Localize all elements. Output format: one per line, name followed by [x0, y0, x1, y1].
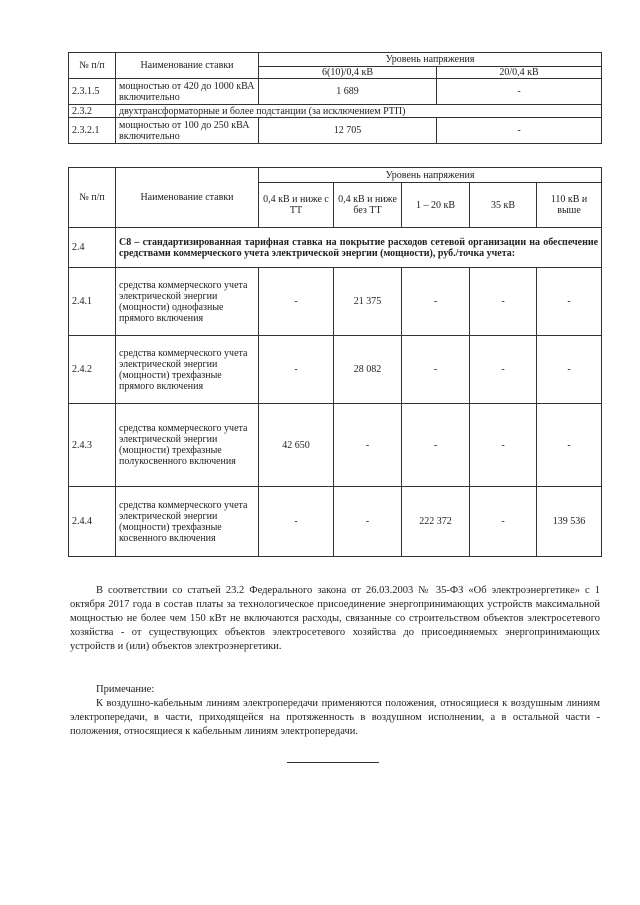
header-voltage-level: Уровень напряжения: [259, 168, 602, 183]
row-value: -: [470, 336, 537, 404]
row-value: -: [402, 404, 470, 487]
header-voltage-level: Уровень напряжения: [259, 53, 602, 67]
section-row: [69, 228, 602, 268]
table-row: [69, 118, 602, 144]
row-value: 139 536: [537, 487, 602, 557]
row-value: -: [334, 404, 402, 487]
row-value: 222 372: [402, 487, 470, 557]
tariff-table-metering: [68, 167, 602, 557]
row-value: 42 650: [259, 404, 334, 487]
row-num: 2.3.1.5: [69, 79, 116, 105]
row-value: -: [470, 268, 537, 336]
row-name: средства коммерческого учета электрической энергии (мощности) трехфазные полукосвенного включения: [116, 404, 259, 487]
row-value: -: [470, 487, 537, 557]
row-value: -: [437, 118, 602, 144]
row-name: средства коммерческого учета электрической энергии (мощности) трехфазные прямого включения: [116, 336, 259, 404]
row-num: 2.4: [69, 228, 116, 268]
header-col-0-4kv-no-tt: 0,4 кВ и ниже без ТТ: [334, 183, 402, 228]
row-value: -: [402, 268, 470, 336]
row-value: -: [537, 404, 602, 487]
header-col-110kv: 110 кВ и выше: [537, 183, 602, 228]
row-value: 21 375: [334, 268, 402, 336]
row-value: -: [537, 268, 602, 336]
row-num: 2.4.2: [69, 336, 116, 404]
signature-line: [287, 762, 379, 763]
row-value: -: [334, 487, 402, 557]
note-title: Примечание:: [96, 684, 155, 695]
header-num: № п/п: [69, 168, 116, 228]
header-voltage-20kv: 20/0,4 кВ: [437, 67, 602, 79]
table-row: [69, 404, 602, 487]
row-value: -: [259, 268, 334, 336]
table-row: [69, 105, 602, 118]
header-voltage-6-10kv: 6(10)/0,4 кВ: [259, 67, 437, 79]
row-value: -: [470, 404, 537, 487]
row-value: 12 705: [259, 118, 437, 144]
row-name: мощностью от 100 до 250 кВА включительно: [116, 118, 259, 144]
row-num: 2.4.3: [69, 404, 116, 487]
row-name: средства коммерческого учета электрической энергии (мощности) трехфазные косвенного включения: [116, 487, 259, 557]
row-num: 2.4.4: [69, 487, 116, 557]
legal-paragraph: В соответствии со статьей 23.2 Федерального закона от 26.03.2003 № 35-ФЗ «Об электроэнергетике» с 1 октября 2017 года в состав платы за технологическое присоединение энергопринимающих устройств максимальной мощностью не более чем 150 кВт не включаются расходы, связанные со строительством объектов электросетевого хозяйства - от существующих объектов электросетевого хозяйства до присоединяемых энергопринимающих устройств и (или) объектов электроэнергетики.: [70, 585, 600, 652]
table-row: [69, 487, 602, 557]
note-text: К воздушно-кабельным линиям электропередачи применяются положения, относящиеся к воздушным линиям электропередачи, в части, приходящейся на протяженность в воздушном исполнении, а в остальной части - положения, относящиеся к кабельным линиям электропередачи.: [70, 698, 600, 737]
header-col-1-20kv: 1 – 20 кВ: [402, 183, 470, 228]
row-name: средства коммерческого учета электрической энергии (мощности) однофазные прямого включения: [116, 268, 259, 336]
header-num: № п/п: [69, 53, 116, 79]
row-value: -: [259, 336, 334, 404]
row-value: -: [437, 79, 602, 105]
header-name: Наименование ставки: [116, 168, 259, 228]
row-value: 1 689: [259, 79, 437, 105]
header-name: Наименование ставки: [116, 53, 259, 79]
row-value: -: [402, 336, 470, 404]
row-value: -: [259, 487, 334, 557]
section-title: С8 – стандартизированная тарифная ставка на покрытие расходов сетевой организации на обеспечение средствами коммерческого учета электрической энергии (мощности), руб./точка учета:: [116, 228, 602, 268]
tariff-table-transformers: [68, 52, 602, 144]
row-num: 2.4.1: [69, 268, 116, 336]
header-col-35kv: 35 кВ: [470, 183, 537, 228]
table-row: [69, 336, 602, 404]
row-num: 2.3.2: [69, 105, 116, 118]
row-value: -: [537, 336, 602, 404]
row-num: 2.3.2.1: [69, 118, 116, 144]
row-name: двухтрансформаторные и более подстанции (за исключением РТП): [116, 105, 602, 118]
row-value: 28 082: [334, 336, 402, 404]
table-row: [69, 268, 602, 336]
header-col-0-4kv-tt: 0,4 кВ и ниже с ТТ: [259, 183, 334, 228]
row-name: мощностью от 420 до 1000 кВА включительно: [116, 79, 259, 105]
table-row: [69, 79, 602, 105]
